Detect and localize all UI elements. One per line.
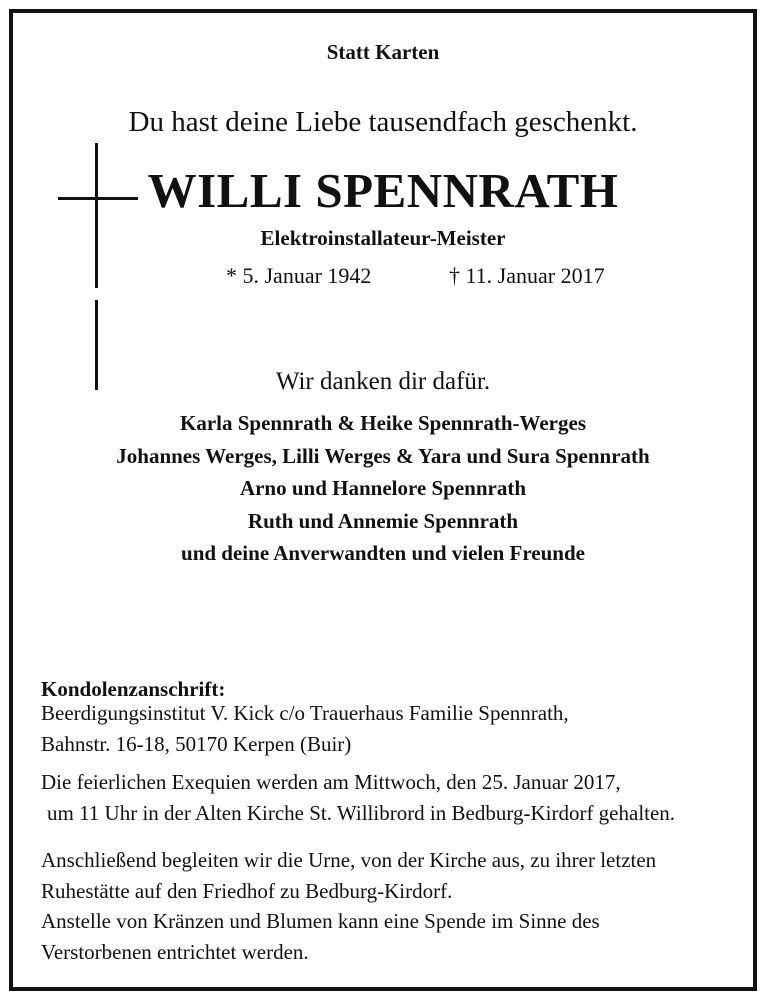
donation-line: Verstorbenen entrichtet werden. — [41, 940, 309, 964]
condolence-label: Kondolenzanschrift: — [41, 677, 226, 701]
family-line: Arno und Hannelore Spennrath — [239, 476, 527, 500]
burial-line: Ruhestätte auf den Friedhof zu Bedburg-Kirdorf. — [41, 879, 453, 903]
donation-paragraph — [41, 906, 741, 968]
condolence-address-line: Beerdigungsinstitut V. Kick c/o Trauerhaus Familie Spennrath, — [41, 701, 569, 725]
birth-date: * 5. Januar 1942 — [226, 263, 372, 288]
family-line: Karla Spennrath & Heike Spennrath-Werges — [179, 411, 586, 435]
thanks-line: Wir danken dir dafür. — [275, 368, 491, 395]
family-line: Johannes Werges, Lilli Werges & Yara und Sura Spennrath — [116, 443, 650, 468]
exequien-paragraph — [41, 767, 741, 829]
family-line: und deine Anverwandten und vielen Freunde — [181, 541, 585, 565]
condolence-address-line: Bahnstr. 16-18, 50170 Kerpen (Buir) — [41, 732, 352, 756]
deceased-name: WILLI SPENNRATH — [147, 163, 619, 218]
burial-line: Anschließend begleiten wir die Urne, von der Kirche aus, zu ihrer letzten — [41, 848, 657, 872]
family-line: Ruth und Annemie Spennrath — [247, 508, 519, 533]
donation-line: Anstelle von Kränzen und Blumen kann eine Spende im Sinne des — [41, 909, 600, 933]
death-date: † 11. Januar 2017 — [449, 263, 605, 288]
family-list — [0, 407, 766, 570]
motto-line: Du hast deine Liebe tausendfach geschenkt. — [128, 106, 638, 138]
statt-karten-heading: Statt Karten — [326, 40, 440, 64]
exequien-line: Die feierlichen Exequien werden am Mittwoch, den 25. Januar 2017, — [41, 770, 621, 794]
burial-paragraph — [41, 845, 741, 907]
exequien-line: um 11 Uhr in der Alten Kirche St. Willibrord in Bedburg-Kirdorf gehalten. — [47, 801, 676, 825]
condolence-address — [41, 698, 741, 760]
deceased-profession: Elektroinstallateur-Meister — [260, 226, 506, 250]
